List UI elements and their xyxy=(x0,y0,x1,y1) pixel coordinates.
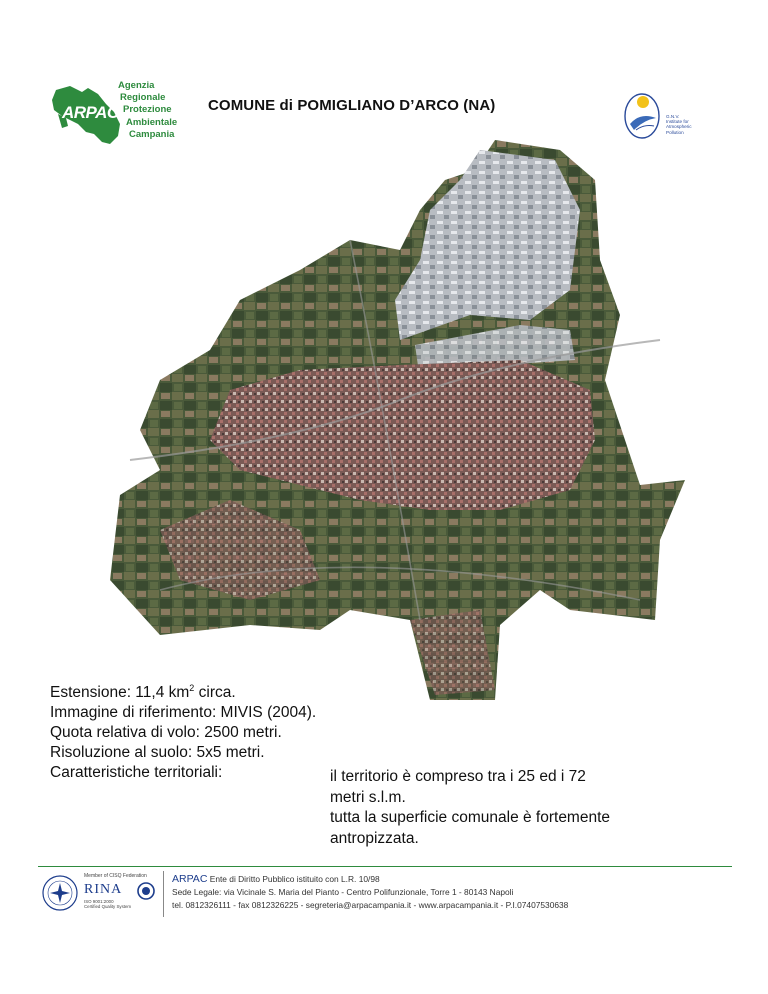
estensione-exponent: 2 xyxy=(189,683,195,693)
territory-line: il territorio è compreso tra i 25 ed i 72 xyxy=(330,768,586,785)
footer-info xyxy=(172,873,568,912)
gnv-emblem-icon xyxy=(622,90,666,140)
gnv-line: Pollution xyxy=(666,129,684,135)
agency-line: Campania xyxy=(129,128,175,140)
estensione-suffix: circa. xyxy=(194,684,236,701)
agency-line: Agenzia xyxy=(118,80,155,91)
immagine-line: Immagine di riferimento: MIVIS (2004). xyxy=(50,704,317,721)
caratteristiche-label: Caratteristiche territoriali: xyxy=(50,764,223,781)
gnv-line: Institute for xyxy=(666,119,689,125)
footer-address: Sede Legale: via Vicinale S. Maria del Pianto - Centro Polifunzionale, Torre 1 - 80143 Napoli xyxy=(172,887,514,897)
rina-certification-logo xyxy=(40,871,158,917)
cert-line: Certified Quality System xyxy=(84,904,132,909)
territory-description xyxy=(330,767,610,849)
rina-certification-text xyxy=(84,899,131,909)
footer-contacts: tel. 0812326111 - fax 0812326225 - segreteria@arpacampania.it - www.arpacampania.it - P.I.07407530638 xyxy=(172,900,569,910)
page-title: COMUNE di POMIGLIANO D’ARCO (NA) xyxy=(208,97,496,114)
info-block xyxy=(50,683,316,783)
agency-line: Protezione xyxy=(123,104,172,116)
quality-mark-icon xyxy=(136,881,156,901)
aerial-map xyxy=(100,140,690,700)
gnv-logo-text xyxy=(666,114,692,135)
territory-line: tutta la superficie comunale è fortemente xyxy=(330,809,611,826)
cisq-member-text: Member of CISQ Federation xyxy=(84,873,147,879)
territory-line: metri s.l.m. xyxy=(330,788,406,806)
arpac-wordmark: ARPAC xyxy=(62,103,119,122)
footer-brand-suffix: Ente di Diritto Pubblico istituito con L.R. 10/98 xyxy=(207,874,380,884)
rina-name: RINA xyxy=(84,882,123,897)
footer-divider-line xyxy=(38,866,732,867)
cert-line: ISO 9001:2000 xyxy=(84,899,114,904)
quota-line: Quota relativa di volo: 2500 metri. xyxy=(50,724,282,741)
estensione-value: Estensione: 11,4 km xyxy=(50,684,190,701)
gnv-logo xyxy=(622,90,722,140)
agency-line: Ambientale xyxy=(126,116,178,128)
agency-line: Regionale xyxy=(120,92,166,104)
gnv-line: G.N.V. xyxy=(666,114,680,119)
arpac-agency-name xyxy=(118,80,177,141)
footer-brand-line xyxy=(172,873,568,886)
footer-vertical-divider xyxy=(163,871,164,917)
risoluzione-line: Risoluzione al suolo: 5x5 metri. xyxy=(50,744,265,761)
estensione-line xyxy=(50,683,316,703)
gnv-line: Atmospheric xyxy=(666,124,692,130)
rina-seal-icon xyxy=(40,871,80,915)
footer-brand: ARPAC xyxy=(172,873,208,885)
aerial-satellite-image xyxy=(100,140,690,700)
territory-line: antropizzata. xyxy=(330,829,419,847)
